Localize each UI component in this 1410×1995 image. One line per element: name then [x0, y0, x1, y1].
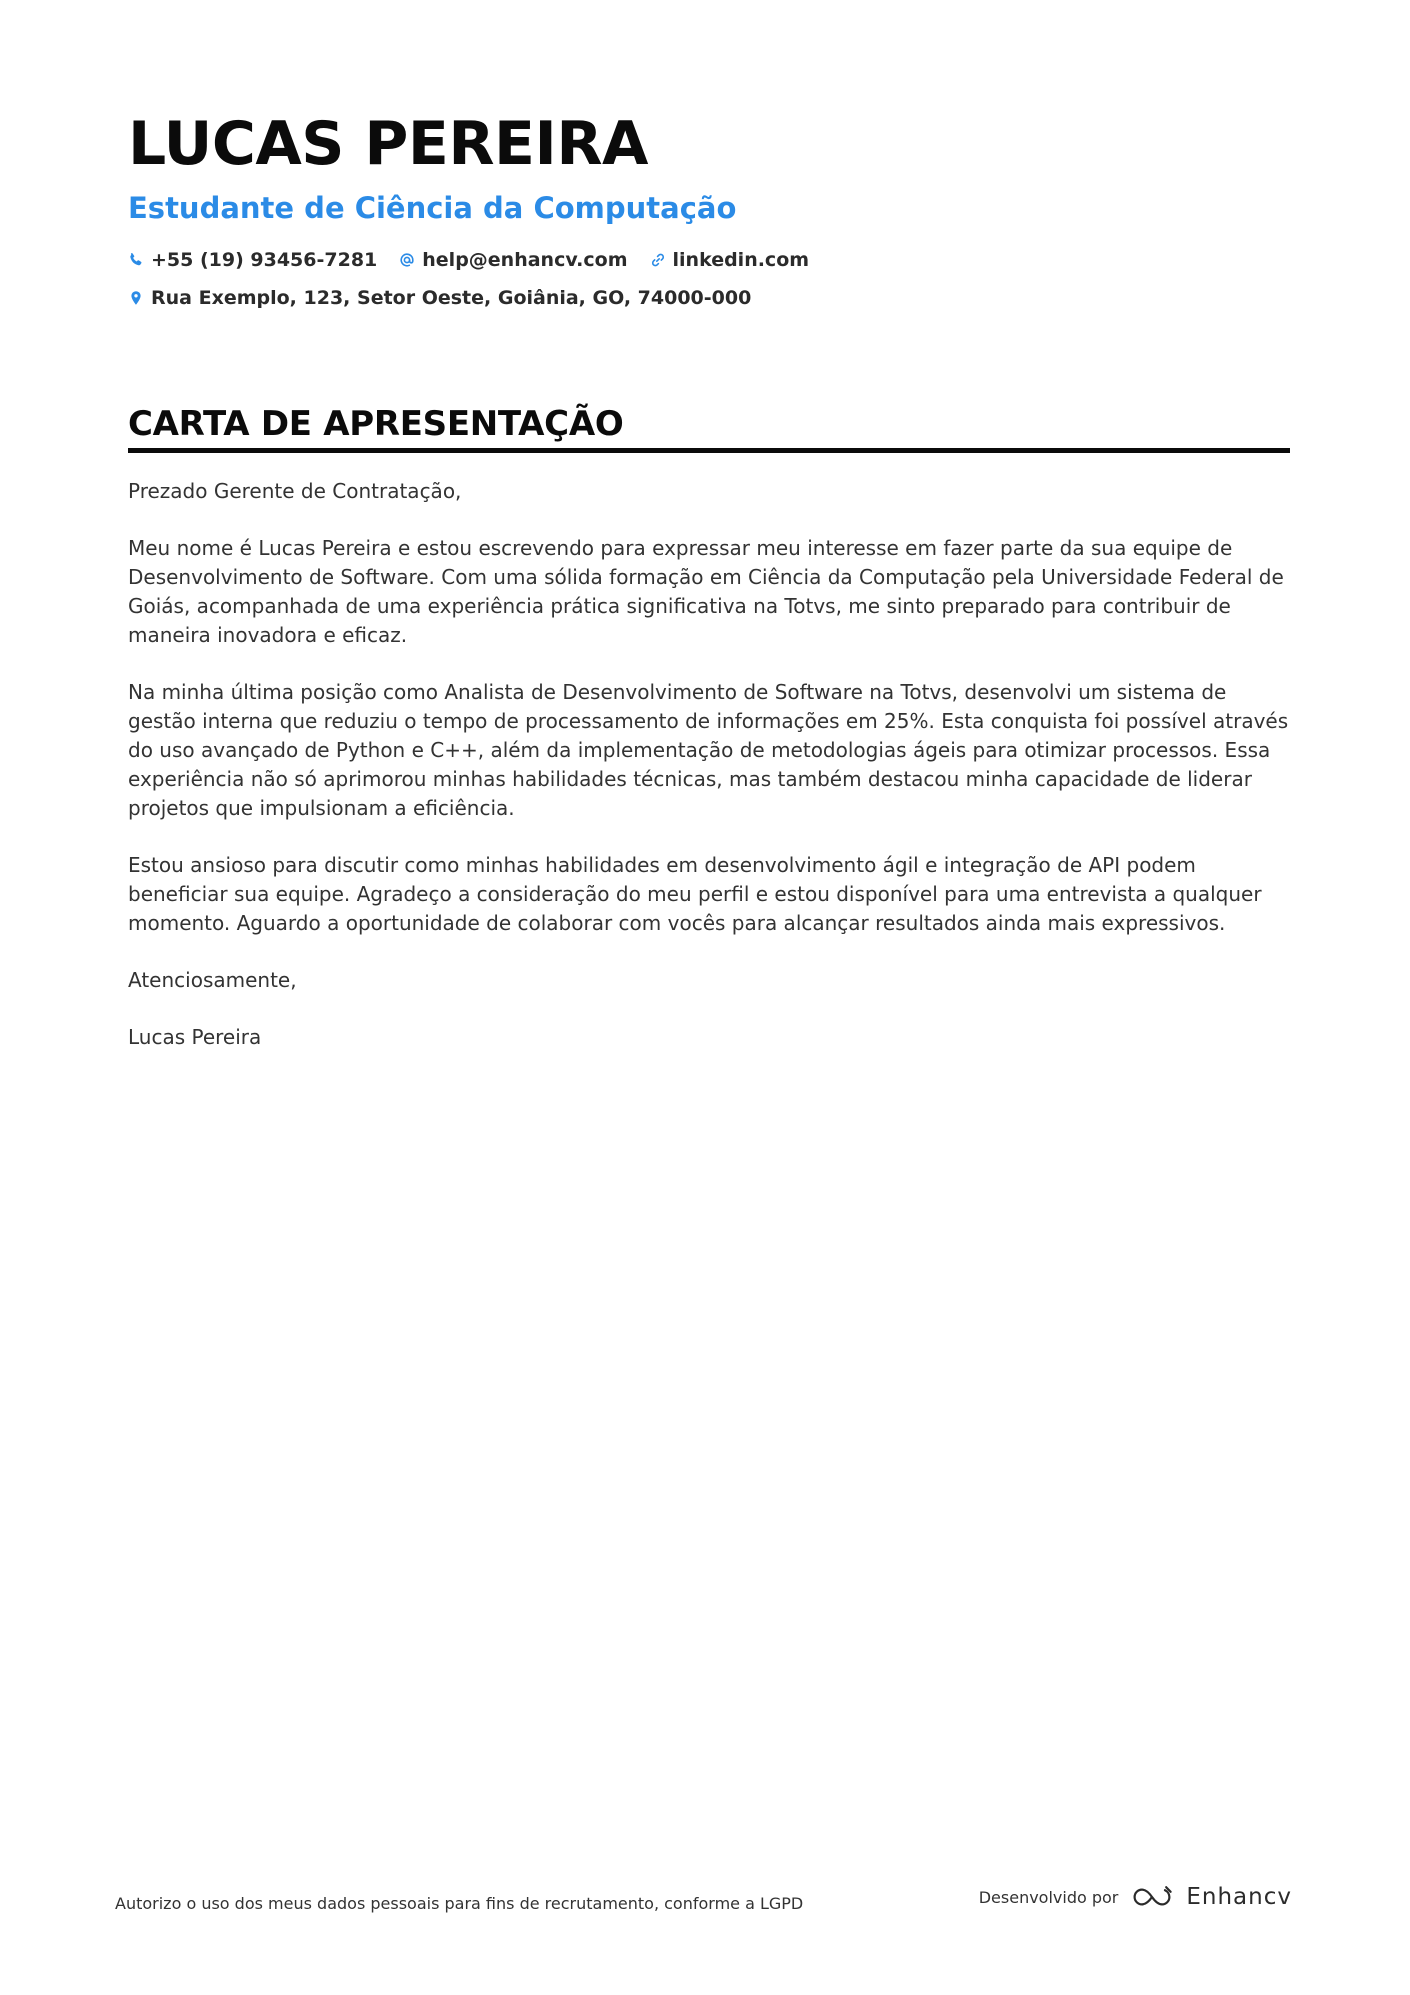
letter-paragraph-1: Meu nome é Lucas Pereira e estou escrevendo para expressar meu interesse em fazer parte da sua equipe de Desenvolvimento de Software. Com uma sólida formação em Ciência da Computação pela Universidade Federal de Goiás, acompanhada de uma experiência prática significativa na Totvs, me sinto preparado para contribuir de maneira inovadora e eficaz.	[128, 536, 1284, 647]
link-icon	[650, 252, 666, 268]
contact-row-secondary	[128, 284, 1288, 312]
phone-icon	[128, 252, 144, 268]
email-text[interactable]: help@enhancv.com	[422, 249, 628, 271]
address-text: Rua Exemplo, 123, Setor Oeste, Goiânia, GO, 74000-000	[151, 287, 752, 309]
letter-signature: Lucas Pereira	[128, 1025, 262, 1049]
candidate-role: Estudante de Ciência da Computação	[128, 191, 737, 225]
letter-body	[128, 477, 1290, 1052]
contact-phone	[128, 246, 377, 274]
cover-letter-section	[128, 402, 1290, 1080]
contact-website[interactable]	[650, 246, 810, 274]
letter-closing: Atenciosamente,	[128, 968, 297, 992]
powered-by-label: Desenvolvido por	[978, 1887, 1119, 1907]
contact-row-primary	[128, 246, 1288, 274]
website-text[interactable]: linkedin.com	[672, 249, 810, 271]
contact-email[interactable]	[399, 246, 627, 274]
section-title: CARTA DE APRESENTAÇÃO	[128, 402, 1290, 453]
powered-by[interactable]	[979, 1884, 1292, 1910]
letter-paragraph-3: Estou ansioso para discutir como minhas habilidades em desenvolvimento ágil e integração de API podem beneficiar sua equipe. Agradeço a consideração do meu perfil e estou disponível para uma entrevista a qualquer momento. Aguardo a oportunidade de colaborar com vocês para alcançar resultados ainda mais expressivos.	[128, 853, 1262, 935]
contact-address	[128, 284, 751, 312]
letter-paragraph-2: Na minha última posição como Analista de Desenvolvimento de Software na Totvs, desenvolvi um sistema de gestão interna que reduziu o tempo de processamento de informações em 25%. Esta conquista foi possível através do uso avançado de Python e C++, além da implementação de metodologias ágeis para otimizar processos. Essa experiência não só aprimorou minhas habilidades técnicas, mas também destacou minha capacidade de liderar projetos que impulsionam a eficiência.	[128, 680, 1289, 820]
phone-text: +55 (19) 93456-7281	[151, 249, 378, 271]
letter-greeting: Prezado Gerente de Contratação,	[128, 479, 462, 503]
enhancv-brand: Enhancv	[1186, 1884, 1292, 1910]
consent-note: Autorizo o uso dos meus dados pessoais para fins de recrutamento, conforme a LGPD	[115, 1894, 804, 1913]
candidate-name: LUCAS PEREIRA	[128, 109, 648, 179]
header	[128, 108, 1288, 312]
at-icon	[399, 252, 415, 268]
enhancv-logo-icon	[1130, 1884, 1176, 1910]
location-pin-icon	[128, 290, 144, 306]
